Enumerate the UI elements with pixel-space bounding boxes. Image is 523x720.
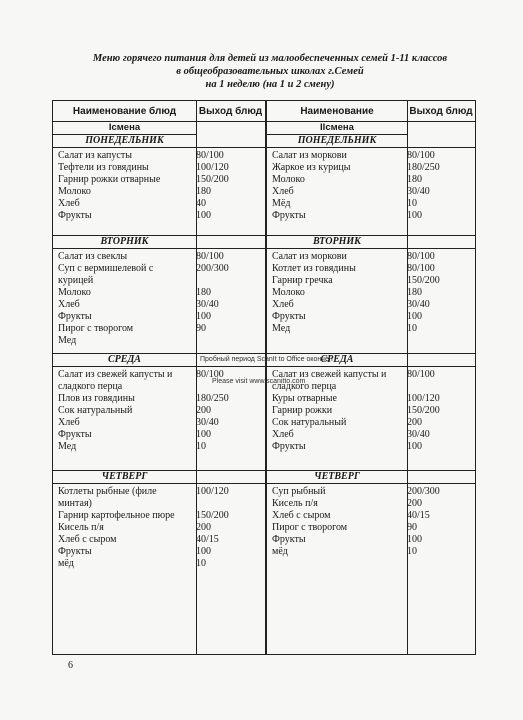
dish-portion: 200 bbox=[196, 522, 211, 533]
menu-row bbox=[53, 510, 265, 522]
dish-portion: 200 bbox=[407, 417, 422, 428]
dish-name: мёд bbox=[58, 558, 74, 569]
dish-portion: 90 bbox=[196, 323, 206, 334]
dish-portion: 30/40 bbox=[196, 299, 219, 310]
day-name: ПОНЕДЕЛЬНИК bbox=[297, 135, 377, 146]
dish-portion: 100 bbox=[407, 210, 422, 221]
menu-row bbox=[267, 162, 475, 174]
dish-name: Гарнир гречка bbox=[272, 275, 333, 286]
menu-row bbox=[53, 198, 265, 210]
dish-name: Сок натуральный bbox=[272, 417, 347, 428]
dish-portion: 10 bbox=[407, 546, 417, 557]
menu-row bbox=[267, 150, 475, 162]
dish-portion: 180 bbox=[196, 186, 211, 197]
table-header bbox=[53, 101, 265, 122]
dish-name: Хлеб bbox=[58, 198, 80, 209]
dish-name: Хлеб bbox=[58, 417, 80, 428]
menu-row bbox=[267, 405, 475, 417]
menu-row bbox=[53, 534, 265, 546]
menu-row bbox=[267, 323, 475, 335]
day-heading bbox=[53, 471, 265, 484]
menu-row bbox=[53, 186, 265, 198]
title-line-1: Меню горячего питания для детей из малообеспеченных семей 1-11 классов bbox=[92, 53, 448, 64]
dish-portion: 40/15 bbox=[407, 510, 430, 521]
dish-portion: 200/300 bbox=[407, 486, 440, 497]
dish-name: Пирог с творогом bbox=[272, 522, 348, 533]
dish-portion: 100/120 bbox=[196, 162, 229, 173]
table-header bbox=[267, 101, 475, 122]
day-block bbox=[267, 135, 475, 236]
dish-portion: 100 bbox=[407, 441, 422, 452]
shift-label: IIсмена bbox=[267, 122, 407, 135]
dish-name: Кисель п/я bbox=[272, 498, 318, 509]
dish-portion: 80/100 bbox=[407, 251, 435, 262]
dish-name: Плов из говядины bbox=[58, 393, 135, 404]
day-name: СРЕДА bbox=[108, 354, 141, 365]
dish-portion: 150/200 bbox=[196, 174, 229, 185]
dish-portion: 40 bbox=[196, 198, 206, 209]
menu-row bbox=[267, 210, 475, 222]
dish-portion: 30/40 bbox=[407, 299, 430, 310]
dish-portion: 100 bbox=[196, 210, 211, 221]
dish-name: Гарнир картофельное пюре bbox=[58, 510, 175, 521]
menu-row bbox=[267, 299, 475, 311]
dish-name: Салат из моркови bbox=[272, 251, 347, 262]
dish-portion: 10 bbox=[407, 323, 417, 334]
title-line-2: в общеобразовательных школах г.Семей bbox=[176, 66, 364, 77]
dish-portion: 80/100 bbox=[407, 150, 435, 161]
dish-portion: 150/200 bbox=[407, 405, 440, 416]
day-name: ВТОРНИК bbox=[100, 236, 149, 247]
dish-portion: 30/40 bbox=[196, 417, 219, 428]
table-bottom-border bbox=[52, 654, 474, 655]
day-block bbox=[267, 354, 475, 471]
dish-portion: 150/200 bbox=[196, 510, 229, 521]
menu-row bbox=[53, 429, 265, 441]
dish-portion: 100 bbox=[407, 534, 422, 545]
day-heading bbox=[53, 236, 265, 249]
day-name: СРЕДА bbox=[320, 354, 354, 365]
dish-name: Мед bbox=[58, 441, 77, 452]
menu-row bbox=[267, 486, 475, 498]
menu-row bbox=[267, 510, 475, 522]
menu-row bbox=[267, 429, 475, 441]
day-heading bbox=[267, 135, 475, 148]
dish-name: Сок натуральный bbox=[58, 405, 133, 416]
dish-portion bbox=[191, 335, 196, 347]
menu-row bbox=[53, 546, 265, 558]
day-name: ЧЕТВЕРГ bbox=[101, 471, 148, 482]
header-portion: Выход блюд bbox=[409, 105, 473, 117]
dish-portion: 180 bbox=[196, 287, 211, 298]
dish-name: Фрукты bbox=[58, 311, 92, 322]
menu-row bbox=[53, 393, 265, 405]
dish-name: Молоко bbox=[272, 174, 305, 185]
dish-portion: 10 bbox=[407, 198, 417, 209]
dish-name: Хлеб bbox=[272, 186, 294, 197]
menu-row bbox=[53, 299, 265, 311]
dish-name: Хлеб с сыром bbox=[58, 534, 117, 545]
dish-portion: 200 bbox=[407, 498, 422, 509]
dish-name: Хлеб с сыром bbox=[272, 510, 331, 521]
day-block bbox=[53, 354, 265, 471]
dish-name: Салат из свежей капусты и сладкого перца bbox=[58, 369, 173, 392]
menu-row bbox=[267, 251, 475, 263]
menu-row bbox=[53, 162, 265, 174]
dish-name: Мёд bbox=[272, 198, 291, 209]
dish-name: Салат из свежей капусты и сладкого перца bbox=[272, 369, 387, 392]
menu-row bbox=[267, 263, 475, 275]
menu-row bbox=[53, 335, 265, 347]
dish-portion: 180/250 bbox=[196, 393, 229, 404]
dish-name: Хлеб bbox=[272, 299, 294, 310]
dish-portion: 100 bbox=[407, 311, 422, 322]
day-block bbox=[53, 471, 265, 655]
menu-row bbox=[53, 405, 265, 417]
dish-portion: 180 bbox=[407, 174, 422, 185]
menu-row bbox=[53, 210, 265, 222]
menu-row bbox=[53, 417, 265, 429]
dish-name: Кисель п/я bbox=[58, 522, 104, 533]
menu-row bbox=[267, 546, 475, 558]
document-title bbox=[60, 52, 480, 91]
day-block bbox=[267, 236, 475, 354]
menu-row bbox=[53, 486, 265, 510]
day-heading bbox=[267, 236, 475, 249]
header-portion: Выход блюд bbox=[198, 105, 263, 117]
menu-row bbox=[267, 174, 475, 186]
menu-row bbox=[267, 186, 475, 198]
dish-portion: 200/300 bbox=[196, 263, 229, 274]
dish-portion: 40/15 bbox=[196, 534, 219, 545]
menu-row bbox=[53, 263, 265, 287]
menu-row bbox=[53, 150, 265, 162]
dish-portion: 80/100 bbox=[196, 150, 224, 161]
menu-row bbox=[267, 441, 475, 453]
dish-portion: 10 bbox=[196, 441, 206, 452]
menu-row bbox=[53, 174, 265, 186]
dish-name: Салат из капусты bbox=[58, 150, 132, 161]
dish-name: Молоко bbox=[58, 186, 91, 197]
dish-name: Молоко bbox=[58, 287, 91, 298]
dish-portion: 10 bbox=[196, 558, 206, 569]
day-heading bbox=[53, 135, 265, 148]
dish-name: Жаркое из курицы bbox=[272, 162, 351, 173]
day-block bbox=[267, 471, 475, 655]
dish-name: Мед bbox=[58, 335, 77, 346]
dish-portion: 180/250 bbox=[407, 162, 440, 173]
page-number: 6 bbox=[68, 660, 73, 671]
watermark-line-1: Пробный период ScanIt to Office окончен bbox=[200, 356, 333, 363]
menu-row bbox=[53, 323, 265, 335]
menu-row bbox=[267, 198, 475, 210]
dish-portion: 30/40 bbox=[407, 186, 430, 197]
day-heading bbox=[267, 471, 475, 484]
menu-row bbox=[53, 287, 265, 299]
dish-portion: 150/200 bbox=[407, 275, 440, 286]
dish-portion: 80/100 bbox=[407, 263, 435, 274]
dish-name: Тефтели из говядины bbox=[58, 162, 149, 173]
dish-portion: 80/100 bbox=[196, 369, 224, 380]
dish-name: Котлеты рыбные (филе минтая) bbox=[58, 486, 157, 509]
dish-name: Салат из моркови bbox=[272, 150, 347, 161]
dish-name: Фрукты bbox=[272, 441, 306, 452]
dish-name: Фрукты bbox=[272, 210, 306, 221]
menu-row bbox=[53, 251, 265, 263]
dish-portion: 100 bbox=[196, 546, 211, 557]
dish-name: Фрукты bbox=[272, 534, 306, 545]
day-name: ВТОРНИК bbox=[313, 236, 361, 247]
dish-name: Гарнир рожки отварные bbox=[58, 174, 161, 185]
menu-row bbox=[267, 287, 475, 299]
menu-row bbox=[267, 275, 475, 287]
menu-row bbox=[267, 311, 475, 323]
dish-portion: 200 bbox=[196, 405, 211, 416]
dish-name: Фрукты bbox=[272, 311, 306, 322]
menu-row bbox=[267, 522, 475, 534]
dish-name: Котлет из говядины bbox=[272, 263, 356, 274]
dish-name: Фрукты bbox=[58, 546, 92, 557]
menu-row bbox=[53, 311, 265, 323]
dish-name: Суп рыбный bbox=[272, 486, 326, 497]
title-line-3: на 1 неделю (на 1 и 2 смену) bbox=[205, 79, 335, 90]
watermark-line-2: Please visit www.scanitto.com bbox=[212, 378, 306, 385]
dish-name: Мед bbox=[272, 323, 291, 334]
dish-portion: 100/120 bbox=[407, 393, 440, 404]
day-block bbox=[53, 236, 265, 354]
day-block bbox=[53, 135, 265, 236]
dish-name: Суп с вермишелевой с курицей bbox=[58, 263, 154, 286]
dish-name: Гарнир рожки bbox=[272, 405, 333, 416]
dish-name: Пирог с творогом bbox=[58, 323, 134, 334]
menu-row bbox=[267, 417, 475, 429]
menu-row bbox=[53, 522, 265, 534]
dish-name: Хлеб bbox=[58, 299, 80, 310]
menu-row bbox=[267, 498, 475, 510]
header-dish-name: Наименование блюд bbox=[72, 105, 177, 117]
dish-name: Куры отварные bbox=[272, 393, 337, 404]
dish-name: Фрукты bbox=[58, 429, 92, 440]
dish-name: Молоко bbox=[272, 287, 305, 298]
dish-portion: 90 bbox=[407, 522, 417, 533]
dish-name: мёд bbox=[272, 546, 288, 557]
dish-portion: 180 bbox=[407, 287, 422, 298]
shift-label: Iсмена bbox=[53, 122, 196, 135]
day-name: ЧЕТВЕРГ bbox=[314, 471, 360, 482]
dish-portion: 100 bbox=[196, 311, 211, 322]
menu-row bbox=[53, 558, 265, 570]
dish-name: Хлеб bbox=[272, 429, 294, 440]
dish-portion: 80/100 bbox=[196, 251, 224, 262]
menu-row bbox=[267, 393, 475, 405]
menu-row bbox=[267, 534, 475, 546]
dish-portion: 100/120 bbox=[196, 486, 229, 497]
dish-name: Фрукты bbox=[58, 210, 92, 221]
menu-row bbox=[53, 441, 265, 453]
dish-portion: 30/40 bbox=[407, 429, 430, 440]
dish-name: Салат из свеклы bbox=[58, 251, 128, 262]
header-dish-name: Наименование bbox=[300, 105, 374, 117]
dish-portion: 80/100 bbox=[407, 369, 435, 380]
dish-portion: 100 bbox=[196, 429, 211, 440]
day-name: ПОНЕДЕЛЬНИК bbox=[85, 135, 164, 146]
